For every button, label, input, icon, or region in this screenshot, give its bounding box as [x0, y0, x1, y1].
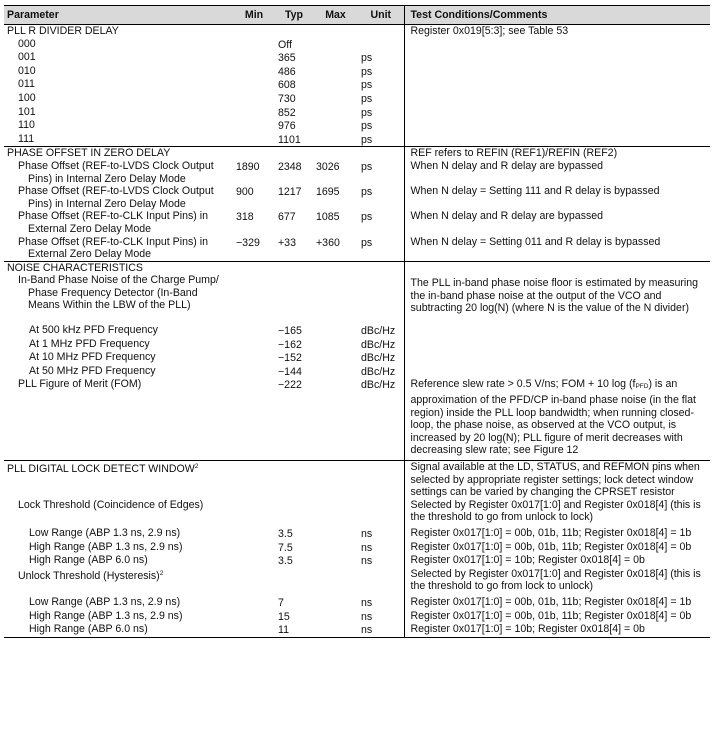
- param-cell: Phase Offset (REF-to-CLK Input Pins) in External Zero Delay Mode: [18, 235, 208, 261]
- typ-cell: 7: [278, 596, 284, 609]
- unit-cell: dBc/Hz: [358, 378, 404, 460]
- table-row: [4, 499, 710, 527]
- typ-cell: 677: [278, 211, 296, 224]
- footnote-mark: 2: [194, 463, 199, 470]
- min-cell: −329: [236, 236, 260, 249]
- typ-cell: −144: [278, 365, 302, 378]
- typ-cell: 1217: [278, 186, 302, 199]
- param-cell: Phase Offset (REF-to-LVDS Clock Output Pins) in Internal Zero Delay Mode: [18, 185, 214, 210]
- condition-cell: Selected by Register 0x017[1:0] and Register 0x018[4] (this is the threshold to go from unlock to lock): [410, 498, 701, 524]
- condition-cell: When N delay = Setting 111 and R delay is bypassed: [410, 185, 660, 198]
- unit-cell: ns: [358, 596, 404, 610]
- param-cell: At 50 MHz PFD Frequency: [29, 364, 156, 377]
- unit-cell: ns: [358, 554, 404, 568]
- section-row-noise: [4, 261, 710, 274]
- table-row: [4, 92, 710, 106]
- typ-cell: −165: [278, 325, 302, 338]
- unit-cell: ps: [358, 78, 404, 92]
- typ-cell: 1101: [278, 133, 301, 146]
- condition-cell: REF refers to REFIN (REF1)/REFIN (REF2): [404, 147, 710, 160]
- typ-cell: 730: [278, 92, 296, 105]
- header-min: Min: [233, 6, 275, 25]
- header-conditions: Test Conditions/Comments: [404, 6, 710, 25]
- param-cell: Unlock Threshold (Hysteresis)$^2$: [18, 569, 164, 582]
- typ-cell: 7.5: [278, 541, 293, 554]
- param-cell: High Range (ABP 6.0 ns): [29, 623, 148, 636]
- section-title: PLL R DIVIDER DELAY: [4, 25, 233, 38]
- code-cell: 011: [18, 78, 35, 91]
- condition-cell: Register 0x017[1:0] = 00b, 01b, 11b; Register 0x018[4] = 1b: [410, 595, 692, 608]
- condition-cell: When N delay and R delay are bypassed: [410, 210, 604, 223]
- condition-cell: When N delay = Setting 011 and R delay is bypassed: [410, 235, 661, 248]
- code-cell: 100: [18, 91, 36, 104]
- max-cell: +360: [316, 236, 340, 249]
- table-row: [4, 378, 710, 460]
- min-cell: 900: [236, 186, 254, 199]
- unit-cell: ns: [358, 527, 404, 541]
- table-row: [4, 119, 710, 133]
- typ-cell: 365: [278, 52, 296, 65]
- table-row: [4, 236, 710, 262]
- unit-cell: ns: [358, 541, 404, 555]
- table-row: [4, 610, 710, 624]
- min-cell: 1890: [236, 160, 260, 173]
- condition-cell: Register 0x017[1:0] = 10b; Register 0x018[4] = 0b: [410, 554, 645, 567]
- unit-cell: dBc/Hz: [358, 338, 404, 352]
- code-cell: 010: [18, 64, 36, 77]
- table-row: [4, 338, 710, 352]
- typ-cell: 976: [278, 120, 296, 133]
- condition-cell: When N delay and R delay are bypassed: [410, 159, 604, 172]
- typ-cell: 608: [278, 79, 296, 92]
- unit-cell: dBc/Hz: [358, 324, 404, 338]
- condition-cell: Signal available at the LD, STATUS, and REFMON pins when selected by appropriate register settings; lock detect window settings can be varied by changing the CPRSET resistor: [404, 461, 710, 499]
- unit-cell: ps: [358, 133, 404, 147]
- typ-cell: 852: [278, 106, 296, 119]
- table-row: [4, 623, 710, 637]
- table-row: [4, 185, 710, 210]
- min-cell: 318: [236, 211, 254, 224]
- table-row: [4, 274, 710, 324]
- section-row-lock-detect: [4, 461, 710, 499]
- typ-cell: 15: [278, 610, 290, 623]
- table-row: [4, 160, 710, 185]
- code-cell: 111: [18, 132, 35, 145]
- table-row: [4, 365, 710, 379]
- header-unit: Unit: [358, 6, 404, 25]
- param-cell: At 1 MHz PFD Frequency: [29, 337, 150, 350]
- max-cell: 1085: [316, 211, 340, 224]
- table-row: [4, 527, 710, 541]
- param-cell: Lock Threshold (Coincidence of Edges): [18, 498, 204, 511]
- table-row: [4, 541, 710, 555]
- section-title: PLL DIGITAL LOCK DETECT WINDOW$^2$: [4, 461, 233, 499]
- typ-cell: −152: [278, 352, 302, 365]
- header-row: [4, 6, 710, 25]
- code-cell: 101: [18, 105, 36, 118]
- typ-cell: 3.5: [278, 527, 293, 540]
- condition-cell: Register 0x017[1:0] = 10b; Register 0x018[4] = 0b: [410, 623, 645, 636]
- param-cell: At 500 kHz PFD Frequency: [29, 324, 158, 337]
- param-cell: In-Band Phase Noise of the Charge Pump/ Phase Frequency Detector (In-Band Means Within the LBW of the PLL): [18, 274, 219, 312]
- condition-cell: Selected by Register 0x017[1:0] and Register 0x018[4] (this is the threshold to go from lock to unlock): [410, 567, 701, 593]
- unit-cell: ps: [358, 51, 404, 65]
- condition-cell: Register 0x017[1:0] = 00b, 01b, 11b; Register 0x018[4] = 0b: [410, 540, 692, 553]
- section-title: PHASE OFFSET IN ZERO DELAY: [4, 147, 233, 160]
- condition-cell: Reference slew rate > 0.5 V/ns; FOM + 10 log (fPFD) is an approximation of the PFD/CP in-band phase noise (in the flat region) inside the PLL loop bandwidth; when running closed-loop, the phase noise, as observed at the VCO output, is increased by 20 log(N); PLL figure of merit decreases with decreasing slew rate; see Figure 12: [410, 378, 696, 457]
- unit-cell: ps: [358, 185, 404, 210]
- code-cell: 000: [18, 37, 36, 50]
- code-cell: 110: [18, 119, 35, 132]
- unit-cell: ps: [358, 106, 404, 120]
- typ-cell: 11: [278, 624, 289, 637]
- unit-cell: ps: [358, 92, 404, 106]
- unit-cell: ns: [358, 623, 404, 637]
- max-cell: 3026: [316, 160, 340, 173]
- section-title: NOISE CHARACTERISTICS: [4, 261, 233, 274]
- table-row: [4, 210, 710, 235]
- code-cell: 001: [18, 51, 36, 64]
- param-cell: PLL Figure of Merit (FOM): [18, 378, 142, 391]
- condition-cell: Register 0x017[1:0] = 00b, 01b, 11b; Register 0x018[4] = 1b: [410, 526, 692, 539]
- table-row: [4, 78, 710, 92]
- table-row: [4, 596, 710, 610]
- refin-bar-label: REFIN: [548, 147, 581, 160]
- table-row: [4, 568, 710, 596]
- table-row: [4, 554, 710, 568]
- condition-cell: Register 0x017[1:0] = 00b, 01b, 11b; Register 0x018[4] = 0b: [410, 609, 692, 622]
- param-cell: At 10 MHz PFD Frequency: [29, 351, 156, 364]
- unit-cell: ps: [358, 236, 404, 262]
- unit-cell: ps: [358, 65, 404, 79]
- footnote-mark: 2: [159, 569, 164, 577]
- unit-cell: ps: [358, 160, 404, 185]
- table-row: [4, 324, 710, 338]
- typ-cell: +33: [278, 236, 296, 249]
- table-row: [4, 106, 710, 120]
- param-cell: Low Range (ABP 1.3 ns, 2.9 ns): [29, 526, 181, 539]
- unit-cell: ns: [358, 610, 404, 624]
- typ-cell: −162: [278, 338, 302, 351]
- param-cell: Phase Offset (REF-to-LVDS Clock Output Pins) in Internal Zero Delay Mode: [18, 159, 214, 185]
- param-cell: High Range (ABP 1.3 ns, 2.9 ns): [29, 540, 183, 553]
- table-row: [4, 65, 710, 79]
- table-row: [4, 351, 710, 365]
- param-cell: Low Range (ABP 1.3 ns, 2.9 ns): [29, 595, 181, 608]
- typ-cell: Off: [278, 38, 292, 51]
- section-row-phase-offset: [4, 147, 710, 160]
- header-typ: Typ: [275, 6, 313, 25]
- typ-cell: 3.5: [278, 555, 293, 568]
- table-row: [4, 51, 710, 65]
- typ-cell: −222: [278, 379, 302, 392]
- max-cell: 1695: [316, 186, 340, 199]
- unit-cell: [358, 38, 404, 52]
- header-parameter: Parameter: [4, 6, 233, 25]
- table-row: [4, 133, 710, 147]
- typ-cell: 486: [278, 65, 296, 78]
- spec-table: [4, 5, 710, 638]
- section-row-r-divider-delay: [4, 25, 710, 38]
- typ-cell: 2348: [278, 160, 302, 173]
- condition-cell: The PLL in-band phase noise floor is estimated by measuring the in-band phase noise at the output of the VCO and subtracting 20 log(N) (where N is the value of the N divider): [410, 277, 699, 315]
- param-cell: Phase Offset (REF-to-CLK Input Pins) in External Zero Delay Mode: [18, 210, 208, 235]
- condition-cell: Register 0x019[5:3]; see Table 53: [404, 25, 710, 38]
- unit-cell: dBc/Hz: [358, 365, 404, 379]
- unit-cell: ps: [358, 210, 404, 235]
- param-cell: High Range (ABP 1.3 ns, 2.9 ns): [29, 609, 183, 622]
- header-max: Max: [313, 6, 358, 25]
- table-row: [4, 38, 710, 52]
- unit-cell: dBc/Hz: [358, 351, 404, 365]
- param-cell: High Range (ABP 6.0 ns): [29, 554, 148, 567]
- unit-cell: ps: [358, 119, 404, 133]
- pfd-subscript: PFD: [635, 383, 649, 391]
